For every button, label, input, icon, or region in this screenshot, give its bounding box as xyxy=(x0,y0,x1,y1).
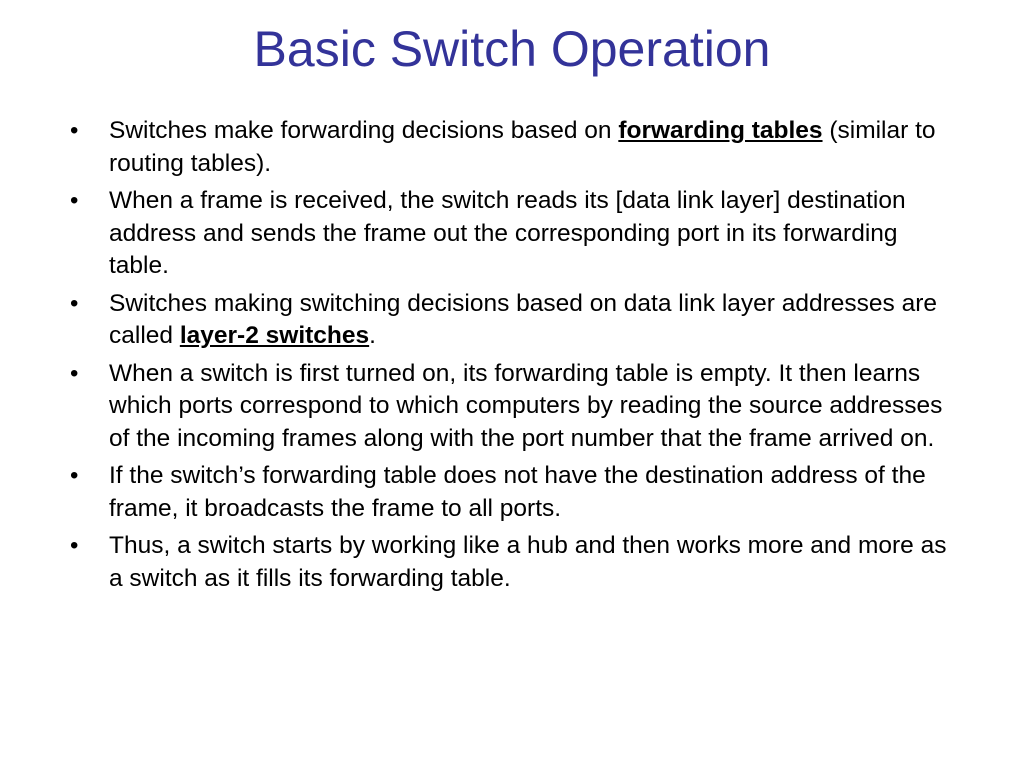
bullet-text-segment: (similar to routing tables). xyxy=(109,117,936,177)
bullet-text xyxy=(109,117,936,177)
bullet-item xyxy=(70,185,960,283)
bullet-item xyxy=(70,530,960,595)
bullet-text-segment: Switches make forwarding decisions based on xyxy=(109,117,619,144)
bullet-text xyxy=(109,290,937,350)
bullet-item xyxy=(70,288,960,353)
emphasized-term: layer-2 switches xyxy=(179,322,370,349)
bullet-marker: • xyxy=(70,117,79,144)
bullet-text-segment: When a switch is first turned on, its forwarding table is empty. It then learns which ports correspond to which computers by reading the source addresses of the incoming frames along with the port number that the frame arrived on. xyxy=(109,359,943,452)
bullet-text-segment: Thus, a switch starts by working like a hub and then works more and more as a switch as it fills its forwarding table. xyxy=(109,532,947,592)
bullet-marker: • xyxy=(70,532,79,559)
slide-title: Basic Switch Operation xyxy=(253,21,771,77)
bullet-marker: • xyxy=(70,462,79,489)
bullet-text-segment: When a frame is received, the switch reads its [data link layer] destination address and sends the frame out the corresponding port in its forwarding table. xyxy=(109,187,906,279)
bullet-text xyxy=(109,360,942,452)
bullet-marker: • xyxy=(70,289,79,317)
bullet-text xyxy=(109,187,906,279)
bullet-text xyxy=(109,532,946,592)
bullet-text-segment: If the switch’s forwarding table does not have the destination address of the frame, it broadcasts the frame to all ports. xyxy=(109,462,926,522)
bullet-item xyxy=(70,115,960,180)
emphasized-term: forwarding tables xyxy=(618,117,823,144)
bullet-item xyxy=(70,358,960,456)
bullet-text xyxy=(109,462,926,522)
bullet-text-segment: . xyxy=(369,322,376,349)
bullet-marker: • xyxy=(70,359,79,387)
bullet-marker: • xyxy=(70,187,79,214)
bullet-item xyxy=(70,460,960,525)
bullet-text-segment: Switches making switching decisions based on data link layer addresses are called xyxy=(109,289,937,349)
bullet-list xyxy=(70,115,960,600)
